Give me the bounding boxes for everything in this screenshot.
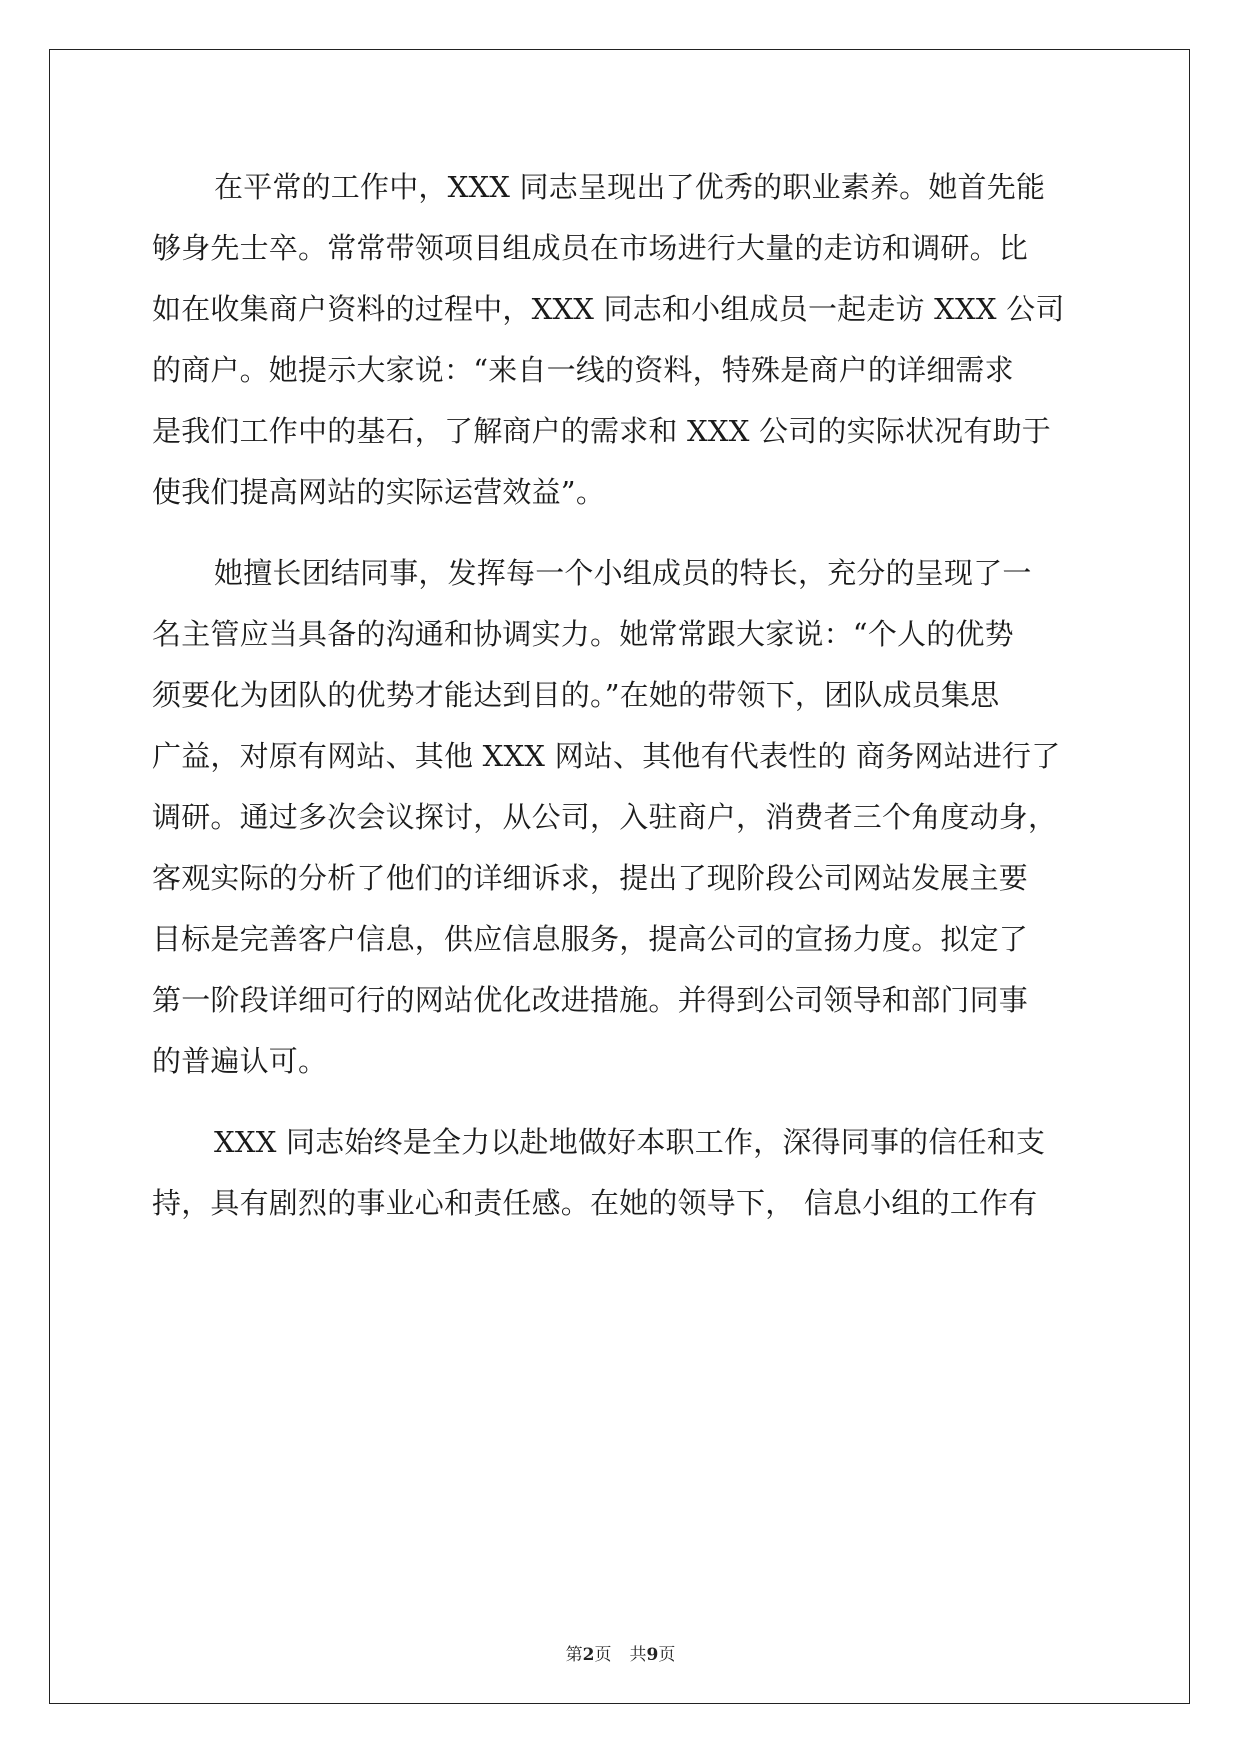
text-line: XXX 同志始终是全力以赴地做好本职工作，深得同事的信任和支: [214, 1125, 1046, 1159]
text-line: 第一阶段详细可行的网站优化改进措施。并得到公司领导和部门同事: [152, 983, 1029, 1017]
text-line: 的商户。她提示大家说：“来自一线的资料，特殊是商户的详细需求: [152, 353, 1014, 387]
text-line: 持，具有剧烈的事业心和责任感。在她的领导下， 信息小组的工作有: [152, 1186, 1038, 1220]
document-body: [152, 157, 1086, 1234]
current-page-number: 2: [582, 1645, 595, 1665]
text-line: 广益，对原有网站、其他 XXX 网站、其他有代表性的 商务网站进行了: [152, 739, 1061, 773]
text-line: 在平常的工作中，XXX 同志呈现出了优秀的职业素养。她首先能: [214, 170, 1046, 204]
paragraph-3: [152, 1112, 1086, 1234]
footer-total-prefix: 共: [629, 1645, 647, 1665]
page-footer: [0, 1640, 1241, 1665]
text-line: 如在收集商户资料的过程中，XXX 同志和小组成员一起走访 XXX 公司: [152, 292, 1065, 326]
text-line: 使我们提高网站的实际运营效益”。: [152, 475, 606, 509]
text-line: 名主管应当具备的沟通和协调实力。她常常跟大家说：“个人的优势: [152, 617, 1014, 651]
text-line: 够身先士卒。常常带领项目组成员在市场进行大量的走访和调研。比: [152, 231, 1029, 265]
text-line: 她擅长团结同事，发挥每一个小组成员的特长，充分的呈现了一: [214, 556, 1032, 590]
text-line: 是我们工作中的基石，了解商户的需求和 XXX 公司的实际状况有助于: [152, 414, 1051, 448]
paragraph-1: [152, 157, 1086, 523]
text-line: 目标是完善客户信息，供应信息服务，提高公司的宣扬力度。拟定了: [152, 922, 1029, 956]
text-line: 调研。通过多次会议探讨，从公司，入驻商户，消费者三个角度动身，: [152, 800, 1058, 834]
text-line: 须要化为团队的优势才能达到目的。”在她的带领下，团队成员集思: [152, 678, 1000, 712]
footer-total-suffix: 页: [658, 1645, 676, 1665]
footer-prefix: 第: [565, 1645, 583, 1665]
paragraph-2: [152, 543, 1086, 1092]
footer-page-suffix: 页: [594, 1645, 612, 1665]
total-pages-number: 9: [646, 1645, 659, 1665]
text-line: 的普遍认可。: [152, 1044, 328, 1078]
text-line: 客观实际的分析了他们的详细诉求，提出了现阶段公司网站发展主要: [152, 861, 1029, 895]
